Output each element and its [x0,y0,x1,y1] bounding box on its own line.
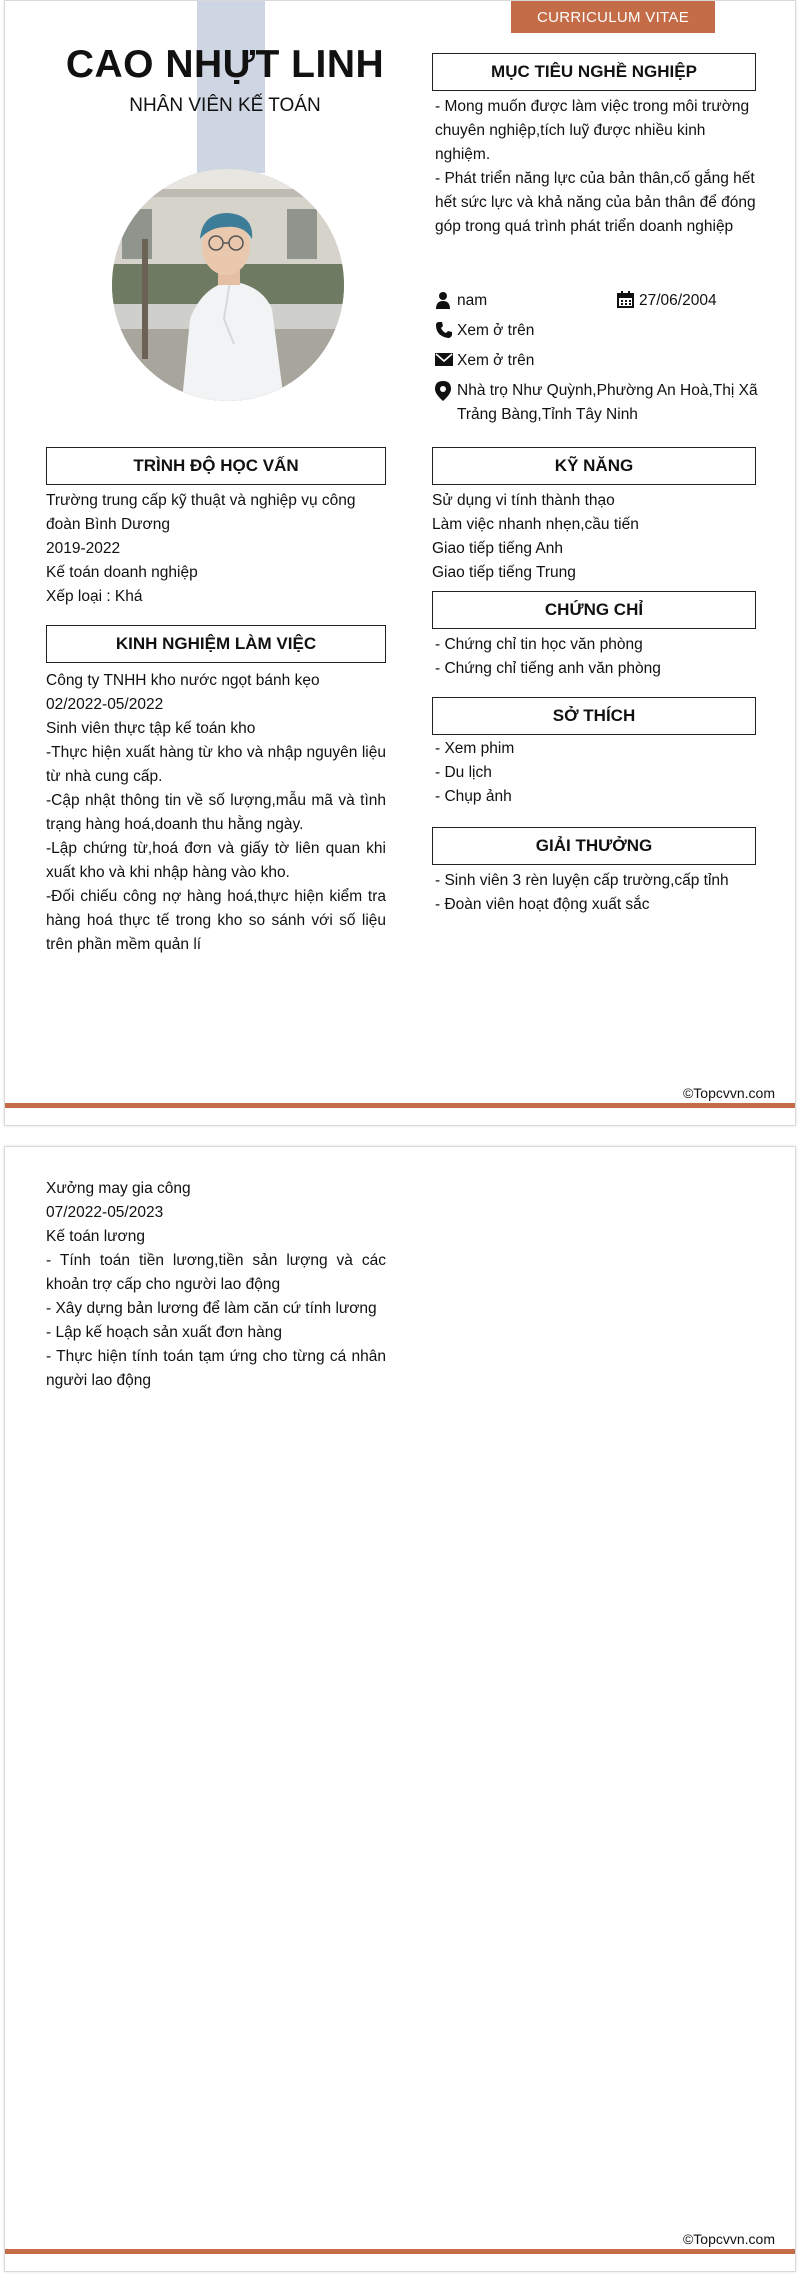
skill-item: Sử dụng vi tính thành thạo [432,492,615,509]
avatar [112,169,344,401]
certificate-item: - Chứng chỉ tin học văn phòng [435,636,643,653]
job-task: -Đối chiếu công nợ hàng hoá,thực hiện kiểm tra hàng hoá thực tế trong kho so sánh với số liệu trên phần mềm quản lí [46,888,386,953]
awards-heading: GIẢI THƯỞNG [432,827,756,865]
job-task: - Lập kế hoạch sản xuất đơn hàng [46,1324,282,1341]
phone-row [435,319,755,343]
objective-text [435,95,759,239]
job-role: Kế toán lương [46,1228,145,1245]
hobby-item: - Xem phim [435,740,515,757]
objective-line: - Phát triển năng lực của bản thân,cố gắng hết hết sức lực và khả năng của bản thân để đóng góp trong quá trình phát triển doanh nghiệp [435,170,756,235]
email-row [435,349,755,373]
footer-credit: ©Topcvvn.com [682,1085,775,1101]
award-item: - Sinh viên 3 rèn luyện cấp trường,cấp tỉnh [435,872,729,889]
hobby-item: - Chụp ảnh [435,788,512,805]
certificates-heading: CHỨNG CHỈ [432,591,756,629]
header-accent-bar [197,1,265,173]
job-period: 07/2022-05/2023 [46,1204,164,1221]
experience-heading: KINH NGHIỆM LÀM VIỆC [46,625,386,663]
job-task: - Xây dựng bản lương để làm căn cứ tính lương [46,1300,377,1317]
award-item: - Đoàn viên hoạt động xuất sắc [435,896,650,913]
candidate-job-title: NHÂN VIÊN KẾ TOÁN [129,95,321,116]
skill-item: Làm việc nhanh nhẹn,cầu tiến [432,516,639,533]
person-icon [435,291,451,309]
address-row [435,379,765,427]
gender-row [435,289,615,313]
hobbies-heading: SỞ THÍCH [432,697,756,735]
mail-icon [435,351,453,367]
calendar-icon [617,291,634,308]
job-role: Sinh viên thực tập kế toán kho [46,720,256,737]
cv-page-1 [4,0,796,1126]
job-task: -Thực hiện xuất hàng từ kho và nhập nguyên liệu từ nhà cung cấp. [46,744,386,785]
curriculum-vitae-tag: CURRICULUM VITAE [511,1,715,33]
job-task: - Tính toán tiền lương,tiền sản lượng và các khoản trợ cấp cho người lao động [46,1252,386,1293]
footer-credit: ©Topcvvn.com [682,2231,775,2247]
cv-page-2 [4,1146,796,2272]
avatar-photo [112,169,344,401]
education-line: Xếp loại : Khá [46,588,143,605]
job-company: Xưởng may gia công [46,1180,191,1197]
awards-text [435,869,759,917]
objective-heading: MỤC TIÊU NGHỀ NGHIỆP [432,53,756,91]
candidate-name: CAO NHỰT LINH [65,43,385,86]
job-period: 02/2022-05/2022 [46,696,164,713]
job-company: Công ty TNHH kho nước ngọt bánh kẹo [46,672,320,689]
gender-value: nam [457,292,488,309]
skill-item: Giao tiếp tiếng Anh [432,540,563,557]
phone-icon [435,321,453,339]
skills-heading: KỸ NĂNG [432,447,756,485]
phone-value: Xem ở trên [457,322,535,339]
dob-value: 27/06/2004 [639,292,717,309]
address-value: Nhà trọ Như Quỳnh,Phường An Hoà,Thị Xã Trảng Bàng,Tỉnh Tây Ninh [457,382,758,423]
hobbies-text [435,737,759,809]
education-line: Kế toán doanh nghiệp [46,564,198,581]
job-task: - Thực hiện tính toán tạm ứng cho từng cá nhân người lao động [46,1348,386,1389]
email-value: Xem ở trên [457,352,535,369]
footer-accent-line [5,1103,795,1108]
skill-item: Giao tiếp tiếng Trung [432,564,576,581]
education-line: Trường trung cấp kỹ thuật và nghiệp vụ công đoàn Bình Dương [46,492,356,533]
experience-job-1 [46,669,386,957]
footer-accent-line [5,2249,795,2254]
certificate-item: - Chứng chỉ tiếng anh văn phòng [435,660,661,677]
certificates-text [435,633,759,681]
job-task: -Lập chứng từ,hoá đơn và giấy tờ liên quan khi xuất kho và khi nhập hàng vào kho. [46,840,386,881]
education-heading: TRÌNH ĐỘ HỌC VẤN [46,447,386,485]
hobby-item: - Du lịch [435,764,492,781]
job-task: -Cập nhật thông tin về số lượng,mẫu mã và tình trạng hàng hoá,doanh thu hằng ngày. [46,792,386,833]
experience-job-2 [46,1177,386,1393]
dob-row [617,289,757,313]
skills-text [432,489,756,585]
objective-line: - Mong muốn được làm việc trong môi trường chuyên nghiệp,tích luỹ được nhiều kinh nghiệm. [435,98,750,163]
education-line: 2019-2022 [46,540,121,557]
location-pin-icon [435,381,451,401]
education-text [46,489,386,609]
